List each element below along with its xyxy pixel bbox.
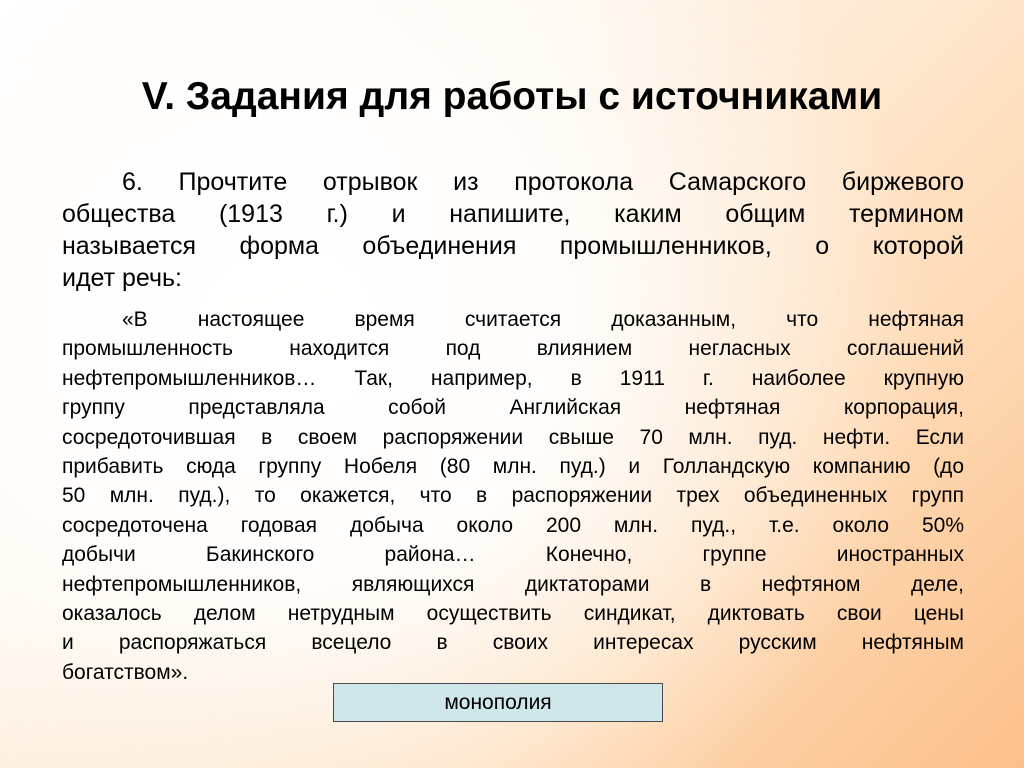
- quote-line: сосредоточившая в своем распоряжении свыше 70 млн. пуд. нефти. Если: [62, 425, 964, 449]
- quote-line: прибавить сюда группу Нобеля (80 млн. пуд.) и Голландскую компанию (до: [62, 454, 964, 478]
- task-line: 6. Прочтите отрывок из протокола Самарского биржевого: [122, 168, 964, 196]
- quote-line: нефтепромышленников… Так, например, в 1911 г. наиболее крупную: [62, 366, 964, 390]
- quote-line: добычи Бакинского района… Конечно, группе иностранных: [62, 543, 964, 567]
- task-line: идет речь:: [62, 264, 182, 292]
- source-quote: [62, 305, 964, 687]
- quote-line: группу представляла собой Английская нефтяная корпорация,: [62, 396, 964, 420]
- task-line: общества (1913 г.) и напишите, каким общим термином: [62, 200, 964, 228]
- quote-line: промышленность находится под влиянием негласных соглашений: [62, 337, 964, 361]
- quote-line: и распоряжаться всецело в своих интересах русским нефтяным: [62, 631, 964, 655]
- quote-line: богатством».: [62, 660, 189, 684]
- quote-line: 50 млн. пуд.), то окажется, что в распоряжении трех объединенных групп: [62, 484, 964, 508]
- quote-line: нефтепромышленников, являющихся диктаторами в нефтяном деле,: [62, 572, 964, 596]
- answer-button[interactable]: монополия: [333, 683, 663, 722]
- slide-title: V. Задания для работы с источниками: [141, 75, 883, 118]
- quote-line: оказалось делом нетрудным осуществить синдикат, диктовать свои цены: [62, 601, 964, 625]
- task-line: называется форма объединения промышленников, о которой: [62, 232, 964, 260]
- quote-line: сосредоточена годовая добыча около 200 млн. пуд., т.е. около 50%: [62, 513, 964, 537]
- task-paragraph: [62, 166, 964, 294]
- quote-line: «В настоящее время считается доказанным, что нефтяная: [122, 308, 964, 331]
